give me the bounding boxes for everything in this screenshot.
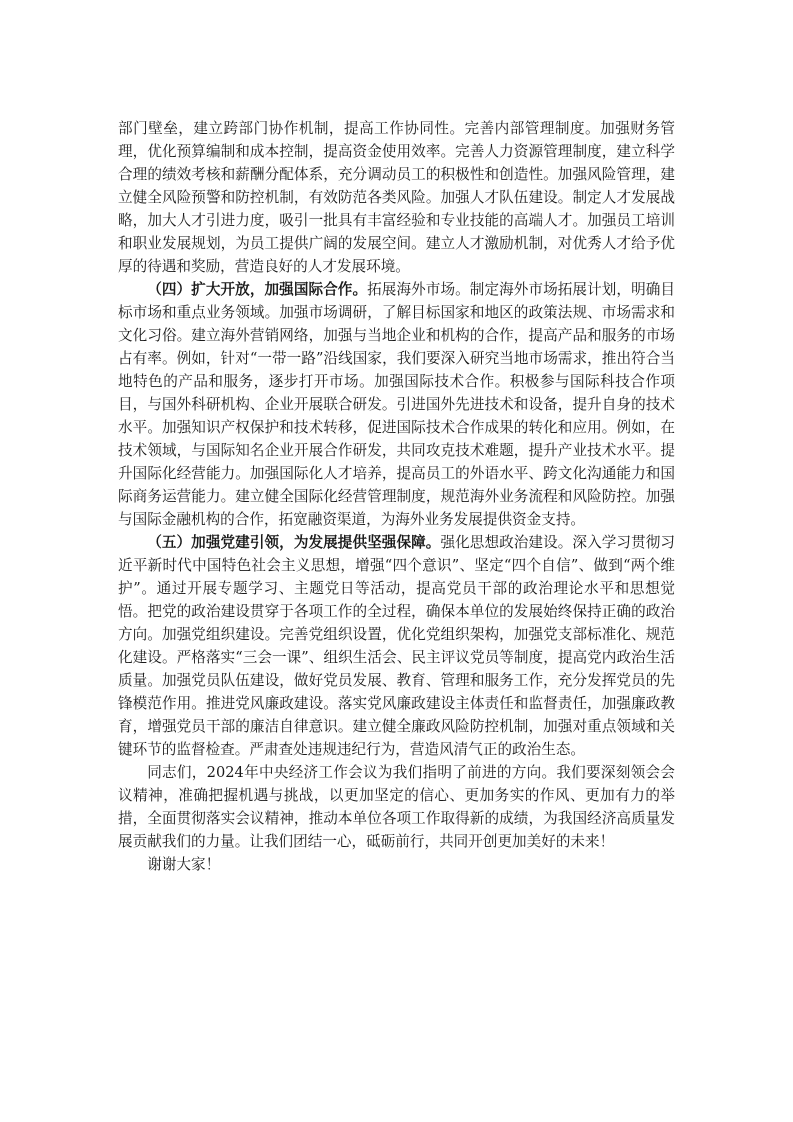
paragraph-closing: 同志们，2024年中央经济工作会议为我们指明了前进的方向。我们要深刻领会会议精神，准确把握机遇与挑战，以更加坚定的信心、更加务实的作风、更加有力的举措，全面贯彻落实会议精神，推动本单位各项工作取得新的成绩，为我国经济高质量发展贡献我们的力量。让我们团结一心，砥砺前行，共同开创更加美好的未来！ xyxy=(118,764,675,850)
section-heading-party-building: （五）加强党建引领，为发展提供坚强保障。 xyxy=(147,534,441,551)
section-heading-opening-up: （四）扩大开放，加强国际合作。 xyxy=(147,281,368,298)
section-body-opening-up: 拓展海外市场。制定海外市场拓展计划，明确目标市场和重点业务领域。加强市场调研，了解目标国家和地区的政策法规、市场需求和文化习俗。建立海外营销网络，加强与当地企业和机构的合作，提高产品和服务的市场占有率。例如，针对“一带一路”沿线国家，我们要深入研究当地市场需求，推出符合当地特色的产品和服务，逐步打开市场。加强国际技术合作。积极参与国际科技合作项目，与国外科研机构、企业开展联合研发。引进国外先进技术和设备，提升自身的技术水平。加强知识产权保护和技术转移，促进国际技术合作成果的转化和应用。例如，在技术领域，与国际知名企业开展合作研发，共同攻克技术难题，提升产业技术水平。提升国际化经营能力。加强国际化人才培养，提高员工的外语水平、跨文化沟通能力和国际商务运营能力。建立健全国际化经营管理制度，规范海外业务流程和风险防控。加强与国际金融机构的合作，拓宽融资渠道，为海外业务发展提供资金支持。 xyxy=(118,281,675,528)
section-body-party-building: 强化思想政治建设。深入学习贯彻习近平新时代中国特色社会主义思想，增强“四个意识”、坚定“四个自信”、做到“两个维护”。通过开展专题学习、主题党日等活动，提高党员干部的政治理论水平和思想觉悟。把党的政治建设贯穿于各项工作的全过程，确保本单位的发展始终保持正确的政治方向。加强党组织建设。完善党组织设置，优化党组织架构，加强党支部标准化、规范化建设。严格落实“三会一课”、组织生活会、民主评议党员等制度，提高党内政治生活质量。加强党员队伍建设，做好党员发展、教育、管理和服务工作，充分发挥党员的先锋模范作用。推进党风廉政建设。落实党风廉政建设主体责任和监督责任，加强廉政教育，增强党员干部的廉洁自律意识。建立健全廉政风险防控机制，加强对重点领域和关键环节的监督检查。严肃查处违规违纪行为，营造风清气正的政治生态。 xyxy=(118,534,675,758)
document-page xyxy=(118,117,675,876)
paragraph-party-building xyxy=(118,531,675,761)
paragraph-opening-up xyxy=(118,278,675,531)
paragraph-management: 部门壁垒，建立跨部门协作机制，提高工作协同性。完善内部管理制度。加强财务管理，优化预算编制和成本控制，提高资金使用效率。完善人力资源管理制度，建立科学合理的绩效考核和薪酬分配体系，充分调动员工的积极性和创造性。加强风险管理，建立健全风险预警和防控机制，有效防范各类风险。加强人才队伍建设。制定人才发展战略，加大人才引进力度，吸引一批具有丰富经验和专业技能的高端人才。加强员工培训和职业发展规划，为员工提供广阔的发展空间。建立人才激励机制，对优秀人才给予优厚的待遇和奖励，营造良好的人才发展环境。 xyxy=(118,120,675,275)
paragraph-thanks: 谢谢大家！ xyxy=(147,856,221,873)
